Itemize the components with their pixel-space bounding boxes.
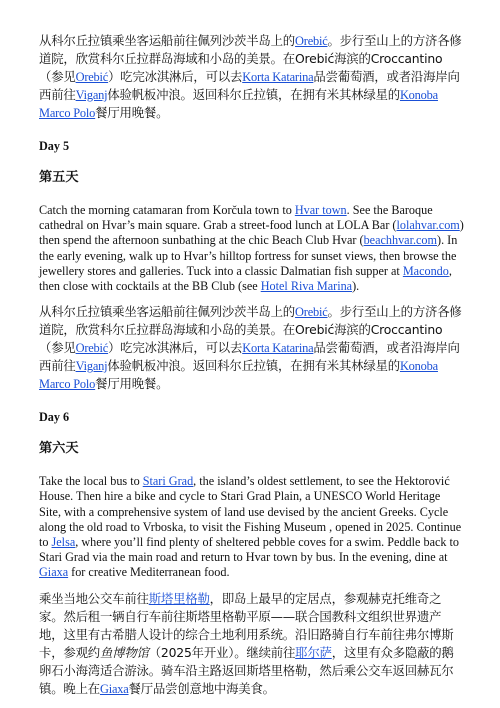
viganj-link[interactable]: Viganj [75, 88, 108, 102]
stari-grad-link[interactable]: Stari Grad [142, 474, 194, 489]
text-span: 。步行至山上的方济各修道院，欣赏科尔丘拉群岛海域和小岛的美景。在Orebić海滨的Croccantino（参见 [39, 304, 462, 356]
text-span: Take the local bus to [39, 474, 143, 489]
day5-label: Day 5 [39, 139, 70, 153]
konoba-marco-polo-link[interactable]: Konoba Marco Polo [39, 88, 438, 120]
hvar-town-link[interactable]: Hvar town [294, 203, 347, 217]
lolahvar-link[interactable]: lolahvar.com [396, 218, 460, 233]
orebic-link[interactable]: Orebić [295, 305, 328, 320]
beachhvar-link[interactable]: beachhvar.com [363, 233, 438, 248]
hotel-riva-marina-link[interactable]: Hotel Riva Marina [260, 279, 353, 294]
orebic-link[interactable]: Orebić [75, 70, 109, 84]
text-span: Catch the morning catamaran from Korčula town to [39, 203, 295, 217]
korta-katarina-link[interactable]: Korta Katarina [242, 341, 314, 356]
text-span: 餐厅用晚餐。 [95, 105, 169, 120]
text-span: 品尝葡萄酒，或者沿海岸向西前往 [39, 340, 460, 374]
konoba-marco-polo-link[interactable]: Konoba Marco Polo [39, 359, 438, 392]
macondo-link[interactable]: Macondo [402, 263, 449, 278]
stari-grad-zh-link[interactable]: 斯塔里格勒 [148, 590, 210, 606]
text-span: , then close with cocktails at the BB Club (see [39, 263, 452, 294]
fishing-museum-emphasis: 鱼博物馆 [99, 644, 149, 660]
text-span: ). [352, 279, 360, 294]
orebic-link[interactable]: Orebić [75, 341, 109, 356]
day6-heading: 第六天 [39, 441, 79, 457]
text-span: ，这里有众多隐蔽的鹅卵石小海湾适合游泳。骑车沿主路返回斯塔里格勒，然后乘公交车返回赫瓦尔镇。晚上在 [39, 644, 454, 696]
text-span: 体验帆板冲浪。返回科尔丘拉镇，在拥有米其林绿星的 [107, 87, 400, 102]
text-span: 品尝葡萄酒，或者沿海岸向西前往 [39, 69, 460, 102]
viganj-link[interactable]: Viganj [75, 359, 108, 374]
orebic-link[interactable]: Orebić [295, 34, 328, 48]
text-span: （2025年开业）。继续前往 [148, 644, 296, 660]
text-span: , where you’ll find plenty of sheltered pebble coves for a swim. Peddle back to Stari Grad via the main road and return to Hvar town by bus. In the evening, dine at [39, 535, 460, 565]
jelsa-link[interactable]: Jelsa [51, 535, 76, 550]
text-span: ）吃完冰淇淋后，可以去 [108, 69, 243, 84]
text-span: 餐厅品尝创意地中海美食。 [128, 680, 275, 696]
giaxa-link[interactable]: Giaxa [39, 565, 69, 580]
day6-label: Day 6 [39, 410, 70, 425]
day6-english-paragraph [39, 474, 465, 580]
day5-english-paragraph [39, 203, 465, 294]
text-span: ) then spend the afternoon sunbathing at the chic Beach Club Hvar ( [39, 218, 464, 248]
text-span: . See the Baroque cathedral on Hvar’s main square. Grab a street-food lunch at LOLA Bar ( [39, 203, 433, 233]
text-span: 。步行至山上的方济各修道院，欣赏科尔丘拉群岛海域和小岛的美景。在Orebić海滨的Croccantino（参见 [39, 33, 462, 84]
day6-chinese-paragraph [39, 590, 465, 698]
text-span: 从科尔丘拉镇乘坐客运船前往佩列沙茨半岛上的 [39, 33, 296, 48]
giaxa-link[interactable]: Giaxa [99, 681, 129, 696]
text-span: 体验帆板冲浪。返回科尔丘拉镇，在拥有米其林绿星的 [107, 358, 400, 374]
text-span: 从科尔丘拉镇乘坐客运船前往佩列沙茨半岛上的 [39, 304, 296, 320]
day5-heading: 第五天 [39, 170, 79, 185]
text-span: for creative Mediterranean food. [68, 565, 230, 580]
day4-chinese-paragraph [39, 32, 465, 122]
jelsa-zh-link[interactable]: 耶尔萨 [295, 644, 332, 660]
text-span: , the island’s oldest settlement, to see the Hektorović House. Then hire a bike and cycle to Stari Grad Plain, a UNESCO World Heritage Site, with a comprehensive system of land use devised by the ancient Greeks. Cycle along the old road to Vrboska, to visit the Fishing Museum , opened in 2025. Continue to [39, 474, 462, 550]
korta-katarina-link[interactable]: Korta Katarina [242, 70, 314, 84]
text-span: 餐厅用晚餐。 [95, 376, 169, 392]
text-span: ）吃完冰淇淋后，可以去 [108, 340, 243, 356]
text-span: ). In the early evening, walk up to Hvar’s hilltop fortress for sunset views, then browse the jewellery stores and galleries. Tuck into a classic Dalmatian fish supper at [39, 233, 458, 278]
text-span: ，即岛上最早的定居点，参观赫克托维奇之家。然后租一辆自行车前往斯塔里格勒平原——联合国教科文组织世界遗产地，这里有古希腊人设计的综合土地利用系统。沿旧路骑自行车前往弗尔博斯卡，参观约 [39, 590, 454, 660]
article-body [39, 32, 465, 698]
text-span: 乘坐当地公交车前往 [39, 590, 149, 606]
day5-chinese-paragraph [39, 303, 465, 393]
